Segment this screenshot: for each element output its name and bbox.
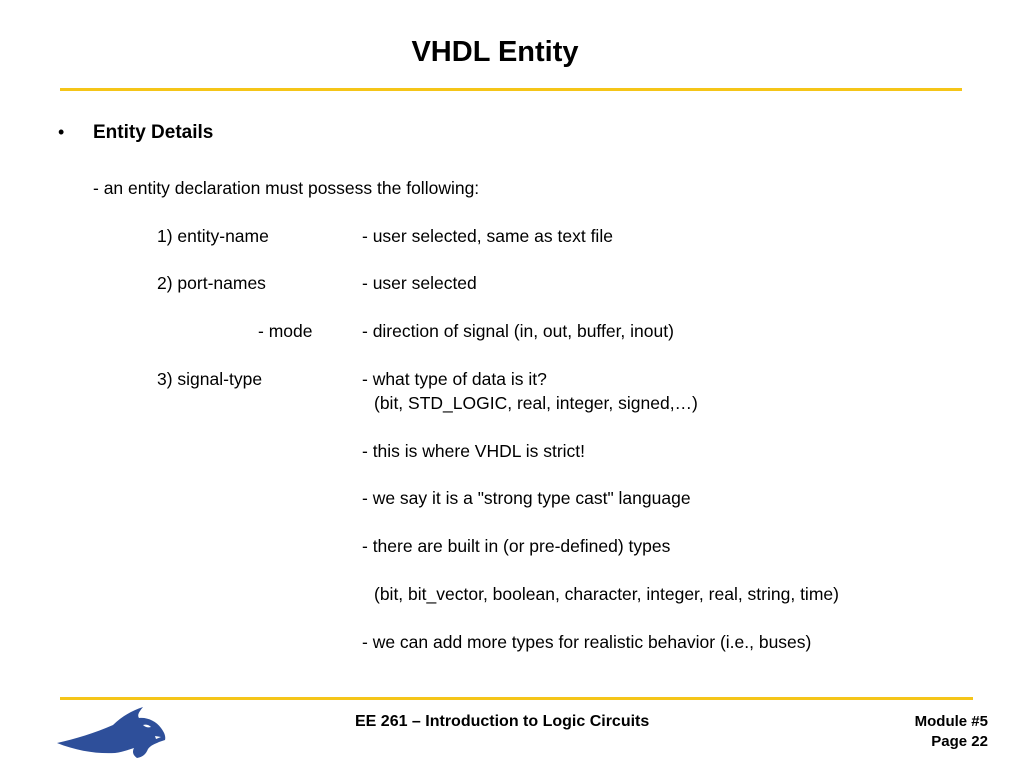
wildcat-logo-icon [55,703,170,761]
item-desc-signal-type: - what type of data is it? [362,369,547,389]
item-term-mode: - mode [258,321,313,341]
title-divider [60,88,962,91]
footer-divider [60,697,973,700]
continuation-add-types: - we can add more types for realistic behavior (i.e., buses) [362,632,812,652]
continuation-strong-type: - we say it is a "strong type cast" language [362,488,691,508]
item-term-signal-type: 3) signal-type [157,369,263,389]
continuation-predefined-list: (bit, bit_vector, boolean, character, integer, real, string, time) [374,584,839,604]
footer-course-title: EE 261 – Introduction to Logic Circuits [355,713,650,730]
footer-page-number: Page 22 [931,733,988,750]
continuation-type-examples: (bit, STD_LOGIC, real, integer, signed,…) [374,393,698,413]
item-desc-mode: - direction of signal (in, out, buffer, inout) [362,321,674,341]
intro-text: - an entity declaration must possess the following: [93,178,480,198]
item-term-port-names: 2) port-names [157,273,266,293]
item-desc-entity-name: - user selected, same as text file [362,226,613,246]
item-desc-port-names: - user selected [362,273,477,293]
footer-module-block [915,712,988,752]
footer-module-label: Module #5 [914,713,988,730]
continuation-predefined: - there are built in (or pre-defined) types [362,536,671,556]
item-term-entity-name: 1) entity-name [157,226,269,246]
bullet-glyph: • [58,122,65,142]
continuation-strict: - this is where VHDL is strict! [362,441,586,461]
section-heading: Entity Details [93,122,214,143]
slide-title: VHDL Entity [411,36,579,68]
